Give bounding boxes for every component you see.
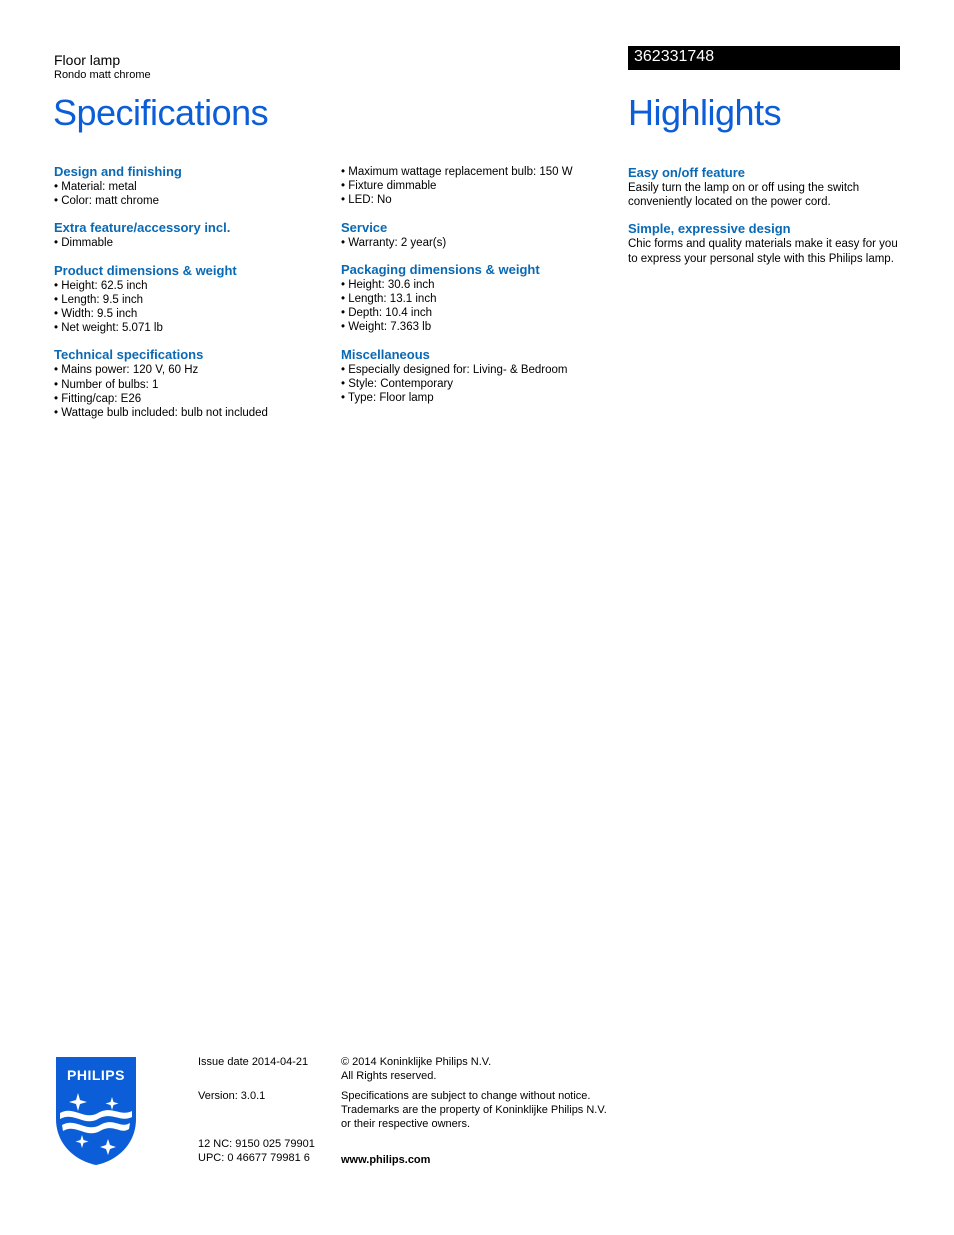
highlight-text: Chic forms and quality materials make it easy for you to express your personal style with this Philips lamp. [628,238,898,265]
spec-section-title: Technical specifications [54,347,204,363]
spec-item: • Width: 9.5 inch [54,307,324,321]
spec-item: • Type: Floor lamp [341,391,611,405]
spec-section-title: Product dimensions & weight [54,262,237,278]
notice-line: Specifications are subject to change without notice. [341,1090,591,1102]
spec-section-continued [341,165,611,208]
spec-item: • Maximum wattage replacement bulb: 150 W [341,165,611,179]
spec-item: • Fixture dimmable [341,179,611,193]
spec-item: • LED: No [341,193,611,207]
spec-item: • Especially designed for: Living- & Bedroom [341,363,611,377]
spec-item: • Weight: 7.363 lb [341,320,611,334]
logo-wordmark: PHILIPS [67,1067,125,1083]
spec-item: • Fitting/cap: E26 [54,392,324,406]
version: Version: 3.0.1 [198,1090,266,1102]
highlight-block [628,221,900,265]
copyright: © 2014 Koninklijke Philips N.V. [341,1056,492,1068]
highlight-title: Simple, expressive design [628,221,791,237]
spec-section [54,263,324,336]
spec-section [341,262,611,335]
spec-item: • Length: 13.1 inch [341,292,611,306]
notice-line: Trademarks are the property of Koninklijke Philips N.V. [341,1104,607,1116]
footer-meta [198,1055,333,1165]
specifications-heading: Specifications [53,92,269,133]
upc: UPC: 0 46677 79981 6 [198,1152,310,1164]
spec-item: • Net weight: 5.071 lb [54,321,324,335]
spec-item: • Style: Contemporary [341,377,611,391]
spec-section-title: Packaging dimensions & weight [341,261,540,277]
spec-item: • Material: metal [54,180,324,194]
spec-item: • Mains power: 120 V, 60 Hz [54,363,324,377]
spec-item: • Height: 30.6 inch [341,278,611,292]
footer-legal [341,1055,621,1167]
spec-section [54,220,324,250]
spec-section-title: Design and finishing [54,164,182,179]
spec-item: • Wattage bulb included: bulb not included [54,406,324,420]
product-name: Floor lamp [54,52,121,68]
spec-section [341,220,611,250]
website-link[interactable]: www.philips.com [341,1154,431,1166]
spec-item: • Number of bulbs: 1 [54,378,324,392]
highlights-heading: Highlights [628,92,782,133]
spec-section [54,164,324,208]
highlight-text: Easily turn the lamp on or off using the switch conveniently located on the power cord. [628,182,860,209]
spec-item: • Length: 9.5 inch [54,293,324,307]
highlight-block [628,165,900,209]
product-code-bar: 362331748 [628,46,900,70]
highlight-title: Easy on/off feature [628,165,746,180]
spec-item: • Depth: 10.4 inch [341,306,611,320]
spec-section-title: Miscellaneous [341,346,430,362]
rights-reserved: All Rights reserved. [341,1070,437,1082]
spec-item: • Color: matt chrome [54,194,324,208]
spec-section [341,347,611,406]
notice-line: or their respective owners. [341,1118,470,1130]
spec-column-2 [341,165,611,417]
spec-section-title: Service [341,219,388,235]
spec-item: • Warranty: 2 year(s) [341,236,611,250]
spec-column-1 [54,164,324,432]
product-variant: Rondo matt chrome [54,69,151,81]
philips-logo [54,1053,138,1167]
spec-item: • Height: 62.5 inch [54,279,324,293]
spec-section [54,347,324,420]
highlights-column [628,165,900,278]
spec-item: • Dimmable [54,236,324,250]
spec-section-title: Extra feature/accessory incl. [54,220,231,236]
twelve-nc: 12 NC: 9150 025 79901 [198,1138,315,1150]
issue-date: Issue date 2014-04-21 [198,1056,309,1068]
